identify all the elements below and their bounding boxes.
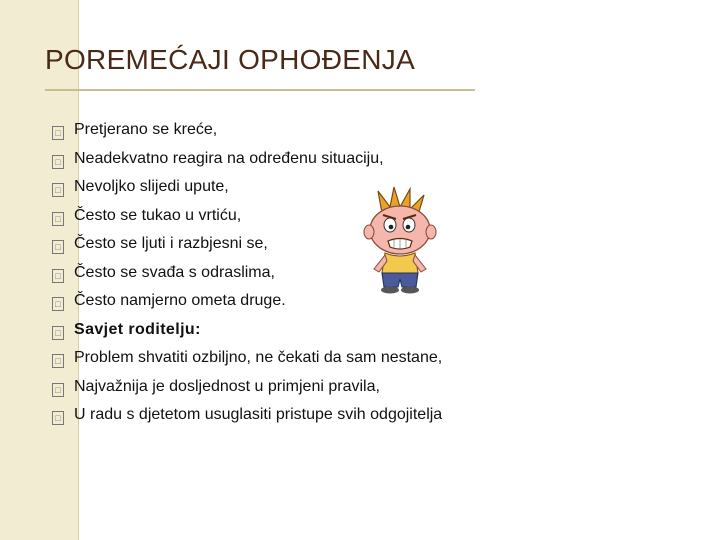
angry-boy-illustration	[352, 185, 447, 295]
bullet-marker-icon: □	[52, 155, 64, 169]
list-item	[52, 403, 442, 432]
list-item-text: Najvažnija je dosljednost u primjeni pravila,	[74, 377, 380, 395]
bullet-marker-icon: □	[52, 126, 64, 140]
bullet-marker-icon: □	[52, 326, 64, 340]
bullet-marker-icon: □	[52, 212, 64, 226]
list-item	[52, 118, 442, 147]
list-item-text: Savjet roditelju:	[74, 320, 201, 338]
list-item-text: Problem shvatiti ozbiljno, ne čekati da sam nestane,	[74, 349, 443, 366]
list-item-text: Neadekvatno reagira na određenu situaciju,	[74, 149, 384, 167]
bullet-marker-icon: □	[52, 297, 64, 311]
bullet-marker-icon: □	[52, 411, 64, 425]
list-item	[52, 346, 442, 375]
list-item-text: Nevoljko slijedi upute,	[74, 178, 229, 195]
bullet-marker-icon: □	[52, 383, 64, 397]
list-item-heading	[52, 318, 442, 347]
slide-title: POREMEĆAJI OPHOĐENJA	[45, 44, 416, 75]
bullet-marker-icon: □	[52, 240, 64, 254]
bullet-marker-icon: □	[52, 354, 64, 368]
list-item-text: Često se tukao u vrtiću,	[74, 206, 242, 224]
title-divider	[45, 89, 475, 91]
list-item	[52, 147, 442, 176]
list-item-text: Pretjerano se kreće,	[74, 121, 218, 138]
list-item-text: Često se ljuti i razbjesni se,	[74, 235, 268, 252]
list-item-text: Često namjerno ometa druge.	[74, 292, 286, 309]
list-item	[52, 375, 442, 404]
bullet-marker-icon: □	[52, 183, 64, 197]
bullet-marker-icon: □	[52, 269, 64, 283]
list-item-text: Često se svađa s odraslima,	[74, 263, 275, 281]
list-item-text: U radu s djetetom usuglasiti pristupe svih odgojitelja	[74, 406, 443, 423]
